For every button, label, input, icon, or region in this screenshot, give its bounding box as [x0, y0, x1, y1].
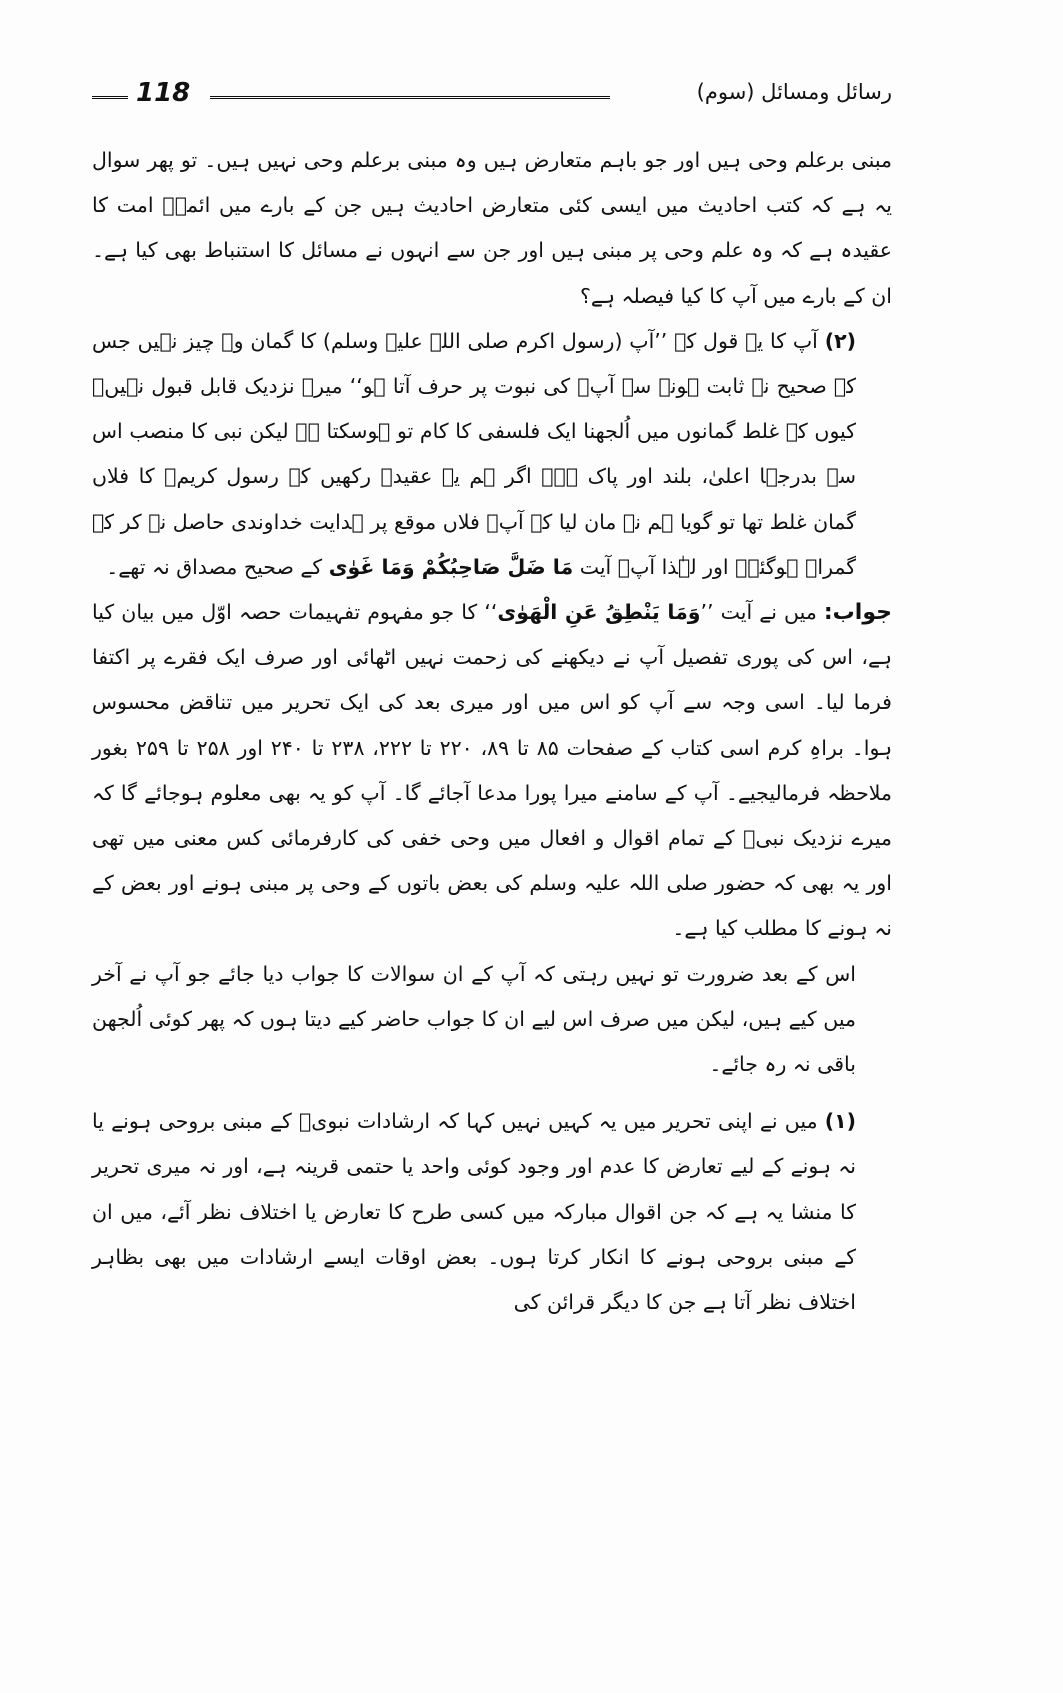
- paragraph-text: میں نے اپنی تحریر میں یہ کہیں نہیں کہا کہ ارشادات نبویؐ کے مبنی بروحی ہونے یا نہ ہونے کے لیے تعارض کا عدم اور وجود کوئی واحد یا حتمی قرینہ ہے، اور نہ میری تحریر کا منشا یہ ہے کہ جن اقوال مبارکہ میں کسی طرح کا تعارض یا اختلاف نظر آئے، میں ان کے مبنی بروحی ہونے کا انکار کرتا ہوں۔ بعض اوقات ایسے ارشادات میں بھی بظاہر اختلاف نظر آتا ہے جن کا دیگر قرائن کی: [92, 1109, 856, 1315]
- paragraph-text: ‘‘ کا جو مفہوم تفہیمات حصہ اوّل میں بیان کیا ہے، اس کی پوری تفصیل آپ نے دیکھنے کی زحمت نہیں اٹھائی اور صرف ایک فقرے پر اکتفا فرما لیا۔ اسی وجہ سے آپ کو اس میں اور میری بعد کی ایک تحریر میں تناقض محسوس ہوا۔ براہِ کرم اسی کتاب کے صفحات ۸۵ تا ۸۹، ۲۲۰ تا ۲۲۲، ۲۳۸ تا ۲۴۰ اور ۲۵۸ تا ۲۵۹ بغور ملاحظہ فرمالیجیے۔ آپ کے سامنے میرا پورا مدعا آجائے گا۔ آپ کو یہ بھی معلوم ہوجائے گا کہ میرے نزدیک نبیؐ کے تمام اقوال و افعال میں وحی خفی کی کارفرمائی کس معنی میں تھی اور یہ بھی کہ حضور صلی اللہ علیہ وسلم کی بعض باتوں کے وحی پر مبنی ہونے اور بعض کے نہ ہونے کا مطلب کیا ہے۔: [92, 600, 893, 941]
- paragraph-text: مبنی برعلم وحی ہیں اور جو باہم متعارض ہیں وہ مبنی برعلم وحی نہیں ہیں۔ تو پھر سوال یہ ہے کہ کتب احادیث میں ایسی کئی متعارض احادیث ہیں جن کے بارے میں ائمہؒ امت کا عقیدہ ہے کہ وہ علم وحی پر مبنی ہیں اور جن سے انہوں نے مسائل کا استنباط بھی کیا ہے۔ ان کے بارے میں آپ کا کیا فیصلہ ہے؟: [92, 148, 892, 308]
- paragraph-text: کے صحیح مصداق نہ تھے۔: [106, 554, 323, 579]
- paragraph-question-continued: [92, 138, 892, 319]
- paragraph-followup: [92, 952, 892, 1088]
- header-rule-left: [92, 96, 128, 99]
- quranic-verse: مَا ضَلَّ صَاحِبُكُمْ وَمَا غَوٰى: [328, 554, 574, 579]
- paragraph-question-2: [92, 319, 892, 590]
- header-rule-middle: [210, 96, 610, 99]
- page-body: [92, 138, 892, 1325]
- book-title: رسائل ومسائل (سوم): [696, 80, 892, 104]
- paragraph-text: آپ کا یہ قول کہ ’’آپ (رسول اکرم صلی اللہ علیہ وسلم) کا گمان وہ چیز نہیں جس کے صحیح نہ ثابت ہونے سے آپؐ کی نبوت پر حرف آتا ہو‘‘ میرے نزدیک قابل قبول نہیں۔ کیوں کہ غلط گمانوں میں اُلجھنا ایک فلسفی کا کام تو ہوسکتا ہے لیکن نبی کا منصب اس سے بدرجہا اعلیٰ، بلند اور پاک ہے۔ اگر ہم یہ عقیدہ رکھیں کہ رسول کریمؐ کا فلاں گمان غلط تھا تو گویا ہم نے مان لیا کہ آپؐ فلاں موقع پر ہدایت خداوندی حاصل نہ کر کے گمراہ ہوگئے۔ اور لہٰذا آپؐ آیت: [92, 328, 856, 579]
- quranic-verse: وَمَا يَنْطِقُ عَنِ الْهَوٰى: [497, 600, 701, 625]
- paragraph-text: میں نے آیت ’’: [700, 600, 817, 625]
- page-number: 118: [136, 78, 191, 108]
- answer-label: جواب:: [823, 600, 892, 626]
- item-number: (۱): [824, 1109, 856, 1134]
- spacer: [92, 1087, 892, 1099]
- paragraph-answer: [92, 590, 892, 952]
- item-number: (۲): [824, 328, 856, 353]
- paragraph-answer-1: [92, 1099, 892, 1325]
- page-header: [92, 78, 892, 114]
- paragraph-text: اس کے بعد ضرورت تو نہیں رہتی کہ آپ کے ان سوالات کا جواب دیا جائے جو آپ نے آخر میں کیے ہیں، لیکن میں صرف اس لیے ان کا جواب حاضر کیے دیتا ہوں کہ پھر کوئی اُلجھن باقی نہ رہ جائے۔: [92, 961, 856, 1077]
